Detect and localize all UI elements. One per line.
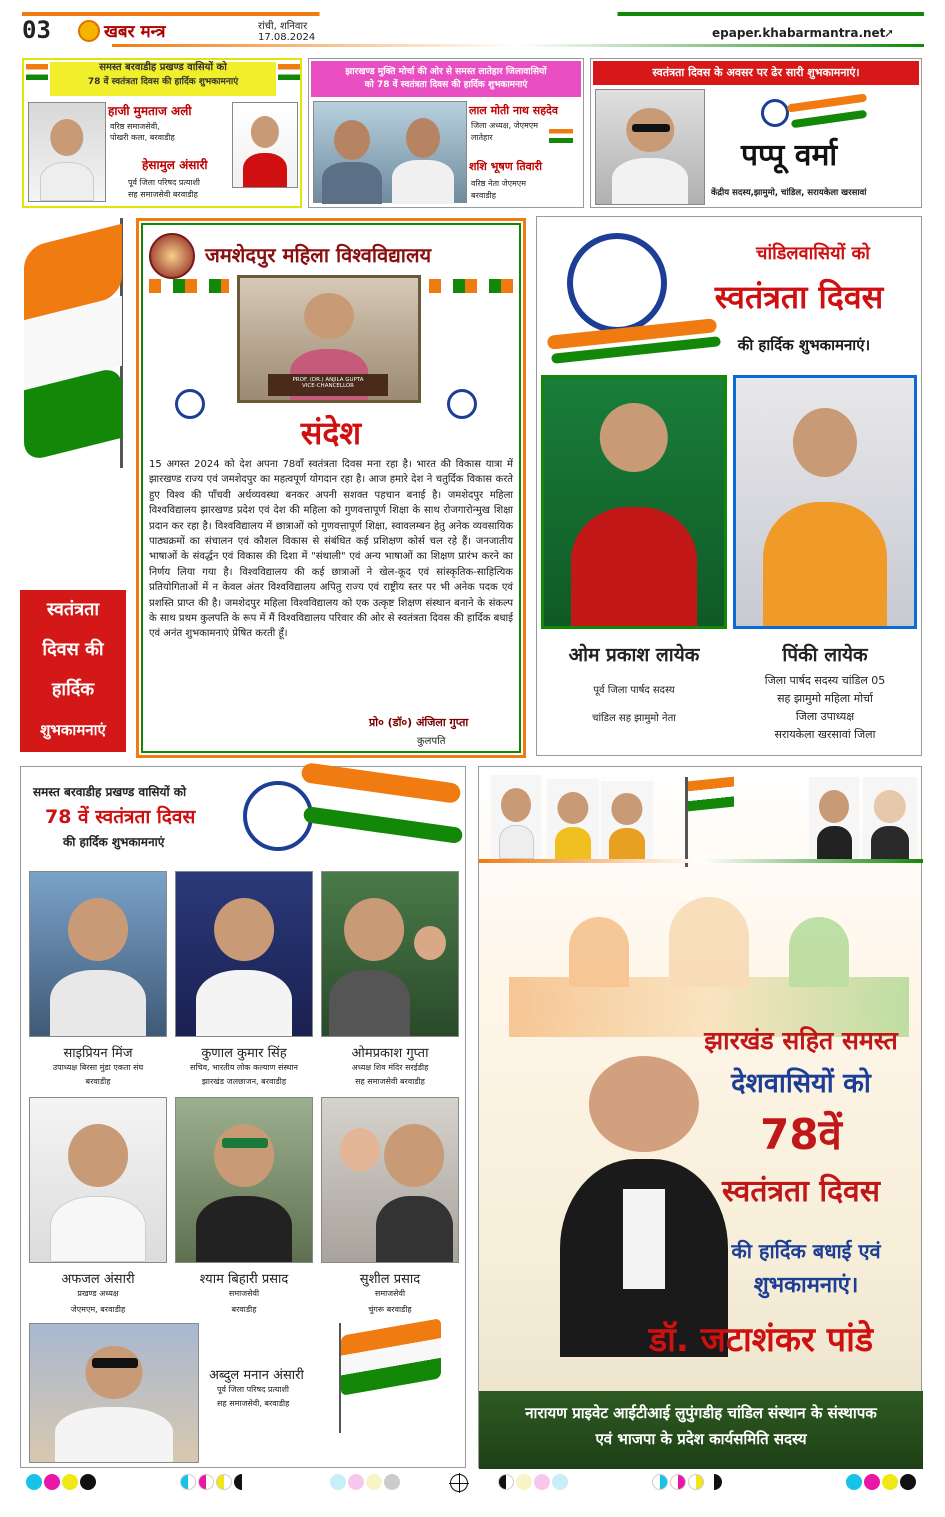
person-photo (321, 1097, 459, 1263)
tricolor-swoosh (300, 762, 461, 804)
person-photo (29, 1323, 199, 1463)
person-name: कुणाल कुमार सिंह (201, 1046, 287, 1061)
logo-badge-icon (78, 20, 100, 42)
person-role: बरवाडीह (231, 1305, 257, 1314)
person-role: बरवाडीह (85, 1077, 111, 1086)
person-photo (28, 102, 106, 202)
pandey-line4: स्वतंत्रता दिवस (722, 1174, 880, 1209)
person-photo (175, 1097, 313, 1263)
person-role: बरवाडीह (471, 191, 496, 200)
designation: कुलपति (417, 736, 446, 747)
person-role: जिला अध्यक्ष, जेएमएम (471, 121, 538, 130)
person-role: वरिष्ठ समाजसेवी, (110, 122, 160, 131)
person-photo (175, 871, 313, 1037)
footer-line: एवं भाजपा के प्रदेश कार्यसमिति सदस्य (595, 1430, 807, 1448)
message-body: 15 अगस्त 2024 को देश अपना 78वाँ स्वतंत्रता दिवस मना रहा है। भारत की विकास यात्रा में झारखण्ड राज्य एवं जमशेदपुर का महत्वपूर्ण योगदान रहा है। आज हमारे देश ने चतुर्दिक विकास करते हुए विश्व की पाँचवी अर्थव्यवस्था बनकर अपनी सशक्त पहचान बनाई है। जमशेदपुर महिला विश्वविद्यालय झारखण्ड प्रदेश एवं देश की महिला को गुणवत्तापूर्ण शिक्षा के साथ रोजगारोन्मुख शिक्षा प्रदान कर रहा है। विश्वविद्यालय में छात्राओं को गुणवत्तापूर्ण शिक्षा, स्वावलम्बन हेतु अनेक व्यवसायिक पाठ्यक्रमों का संचालन एवं कौशल विकास से संबंधित कई प्रशिक्षण कोर्स चल रहे हैं। जनजातीय भाषाओं के संवर्द्धन एवं विकास की दिशा में "संथाली" एवं अन्य भाषाओं का शिक्षण प्रारंभ करने का निर्णय लिया गया है। विश्वविद्यालय की कई छात्राओं ने खेल-कूद एवं सांस्कृतिक-साहित्यिक प्रतियोगिताओं में न केवल अंतर विश्वविद्यालय अपितु राज्य एवं राष्ट्रीय स्तर पर भी अनेक पदक एवं प्रशस्ति प्राप्त की है। जमशेदपुर महिला विश्वविद्यालय को एक उत्कृष्ट शिक्षण संस्थान बनाने के संकल्प के साथ प्रथम कुलपति के रूप में मैं विश्वविद्यालय परिवार की ओर से स्वतंत्रता दिवस की हार्दिक बधाई एवं अनंत शुभकामनाएं प्रेषित करती हूँ। (149, 459, 513, 640)
grid-line3: की हार्दिक शुभकामनाएं (63, 835, 165, 849)
leader-photo (863, 777, 917, 859)
bunting-right (429, 279, 515, 293)
flag-icon (278, 64, 300, 80)
page-number: 03 (22, 16, 51, 44)
tricolor-swoosh (787, 93, 867, 112)
person-name: हाजी मुमताज अली (108, 104, 192, 118)
ad-pappu-verma (590, 58, 922, 208)
ad2-heading: झारखण्ड मुक्ति मोर्चा की ओर से समस्त लातेहार जिलावासियों को 78 वें स्वतंत्रता दिवस की हार्दिक शुभकामनाएं (311, 61, 581, 97)
red-fort-illustration (509, 887, 909, 1037)
flag-icon (549, 129, 573, 143)
grid-line1: समस्त बरवाडीह प्रखण्ड वासियों को (33, 785, 187, 799)
person-name: पिंकी लायेक (782, 644, 868, 666)
person-photo (29, 871, 167, 1037)
person-photo (29, 1097, 167, 1263)
ad3-name: पप्पू वर्मा (741, 138, 838, 173)
sunglasses-icon (632, 124, 670, 132)
ashoka-chakra-icon (567, 233, 667, 333)
chandil-line2: स्वतंत्रता दिवस (714, 278, 884, 316)
person-role: जिला उपाध्यक्ष (795, 710, 855, 723)
ad-barwadih-grid (20, 766, 466, 1468)
person-role: उपाध्यक्ष बिरसा मुंडा एकता संघ (52, 1063, 144, 1072)
banner-line: स्वतंत्रता (46, 599, 100, 620)
pandey-footer (479, 1391, 923, 1469)
person-role: सह समाजसेवी, बरवाडीह (217, 1399, 290, 1408)
person-name: अफजल अंसारी (61, 1272, 135, 1287)
person-role: समाजसेवी (228, 1289, 260, 1298)
person-name: अब्दुल मनान अंसारी (209, 1368, 304, 1383)
person-role: झारखंड जलछाजन, बरवाडीह (201, 1077, 287, 1086)
waving-flag-icon (24, 226, 122, 466)
person-role: सरायकेला खरसावां जिला (774, 728, 876, 741)
person-photo (541, 375, 727, 629)
pandey-line2: देशवासियों को (731, 1068, 871, 1099)
waving-flag-icon (341, 1318, 441, 1396)
issue-date: 17.08.2024 (258, 32, 316, 43)
ad3-heading: स्वतंत्रता दिवस के अवसर पर ढेर सारी शुभकामनाएं। (593, 61, 919, 85)
person-photo (321, 871, 459, 1037)
newspaper-logo: खबर मन्त्र (104, 22, 166, 42)
university-message (136, 218, 526, 758)
tricolor-line-header (112, 44, 924, 47)
vc-nameplate: PROF. (DR.) ANJILA GUPTA VICE-CHANCELLOR (268, 374, 388, 396)
person-role: पूर्व जिला परिषद प्रत्याशी (128, 178, 200, 187)
ad-jatashankar-pandey (478, 766, 922, 1468)
pandey-line6: शुभकामनाएं। (753, 1273, 859, 1298)
ad-jmm-latehar (308, 58, 584, 208)
leader-photo (491, 775, 541, 859)
pandey-line3: 78वें (760, 1110, 842, 1159)
person-name: लाल मोती नाथ सहदेव (469, 104, 559, 117)
banner-line: शुभकामनाएं (40, 721, 106, 739)
footer-line: नारायण प्राइवेट आईटीआई लुपुंगडीह चांडिल संस्थान के संस्थापक (525, 1404, 877, 1422)
leader-photo (601, 781, 653, 859)
person-name: सुशील प्रसाद (359, 1272, 421, 1287)
person-role: पूर्व जिला परिषद प्रत्याशी (217, 1385, 289, 1394)
grid-line2: 78 वें स्वतंत्रता दिवस (45, 806, 196, 828)
vice-chancellor-photo (237, 275, 421, 403)
tricolor-swoosh (303, 806, 464, 844)
person-role: पूर्व जिला पार्षद सदस्य (593, 685, 675, 696)
banner-line: दिवस की (42, 639, 104, 660)
person-name: श्याम बिहारी प्रसाद (199, 1272, 289, 1287)
person-photo (733, 375, 917, 629)
crosshair-icon (450, 1474, 468, 1492)
tricolor-swoosh (791, 110, 867, 128)
person-role: लातेहार (471, 133, 493, 142)
waving-flag-icon (688, 777, 734, 812)
leader-photo (547, 779, 599, 859)
chandil-line1: चांडिलवासियों को (756, 243, 870, 264)
masthead (22, 10, 924, 50)
person-name: ओम प्रकाश लायेक (568, 644, 700, 666)
sunglasses-icon (222, 1138, 268, 1148)
person-role: समाजसेवी (374, 1289, 406, 1298)
pandey-name: डॉ. जटाशंकर पांडे (648, 1320, 874, 1360)
university-title: जमशेदपुर महिला विश्वविद्यालय (205, 243, 432, 267)
bunting-left (149, 279, 229, 293)
city-day: रांची, शनिवार (258, 21, 308, 32)
person-name: हेसामुल अंसारी (142, 158, 208, 172)
person-role: सह झामुमो महिला मोर्चा (777, 692, 873, 705)
person-role: सचिव, भारतीय लोक कल्याण संस्थान (190, 1063, 298, 1072)
person-role: चुंगरू बरवाडीह (368, 1305, 412, 1314)
person-role: जिला पार्षद सदस्य चांडिल 05 (764, 674, 886, 687)
person-role: वरिष्ठ नेता जेएमएम (471, 179, 527, 188)
person-name: साइप्रियन मिंज (63, 1046, 133, 1061)
pandey-line5: की हार्दिक बधाई एवं (731, 1239, 881, 1263)
sunglasses-icon (92, 1358, 138, 1368)
banner-line: हार्दिक (51, 679, 95, 700)
ad-barwadih-small (22, 58, 302, 208)
person-photo (313, 101, 467, 203)
chandil-line3: की हार्दिक शुभकामनाएं। (737, 336, 871, 354)
person-role: प्रखण्ड अध्यक्ष (77, 1289, 119, 1298)
ad1-heading: समस्त बरवाडीह प्रखण्ड वासियों को 78 वें स्वतंत्रता दिवस की हार्दिक शुभकामनाएं (50, 62, 276, 96)
pandey-line1: झारखंड सहित समस्त (704, 1026, 898, 1055)
header-strip (479, 859, 923, 863)
ad-chandil (536, 216, 922, 756)
flag-icon (26, 64, 48, 80)
side-greeting-banner (20, 590, 126, 752)
tricolor-line-top (22, 12, 924, 16)
person-photo (595, 89, 705, 205)
person-role: चांडिल सह झामुमो नेता (592, 713, 676, 724)
ashoka-chakra-icon (761, 99, 789, 127)
person-photo (232, 102, 298, 188)
person-role: सह समाजसेवी बरवाडीह (128, 190, 198, 199)
university-emblem-icon (149, 233, 195, 279)
person-role: जेएमएम, बरवाडीह (70, 1305, 126, 1314)
message-title: संदेश (300, 414, 362, 452)
person-name: शशि भूषण तिवारी (469, 160, 542, 173)
person-role: सह समाजसेवी बरवाडीह (355, 1077, 425, 1086)
ad3-role: केंद्रीय सदस्य,झामुमो, चांडिल, सरायकेला खरसावां (711, 188, 867, 198)
leader-photo (809, 777, 859, 859)
person-name: ओमप्रकाश गुप्ता (351, 1046, 429, 1061)
person-role: अध्यक्ष शिव मंदिर सरईडीह (351, 1063, 429, 1072)
ashoka-chakra-icon (243, 781, 313, 851)
website-link[interactable]: epaper.khabarmantra.net (712, 26, 886, 40)
person-role: पोखरी कला, बरवाडीह (110, 133, 175, 142)
signatory: प्रो० (डॉ०) अंजिला गुप्ता (369, 716, 469, 729)
cursor-icon: ➚ (884, 26, 895, 40)
